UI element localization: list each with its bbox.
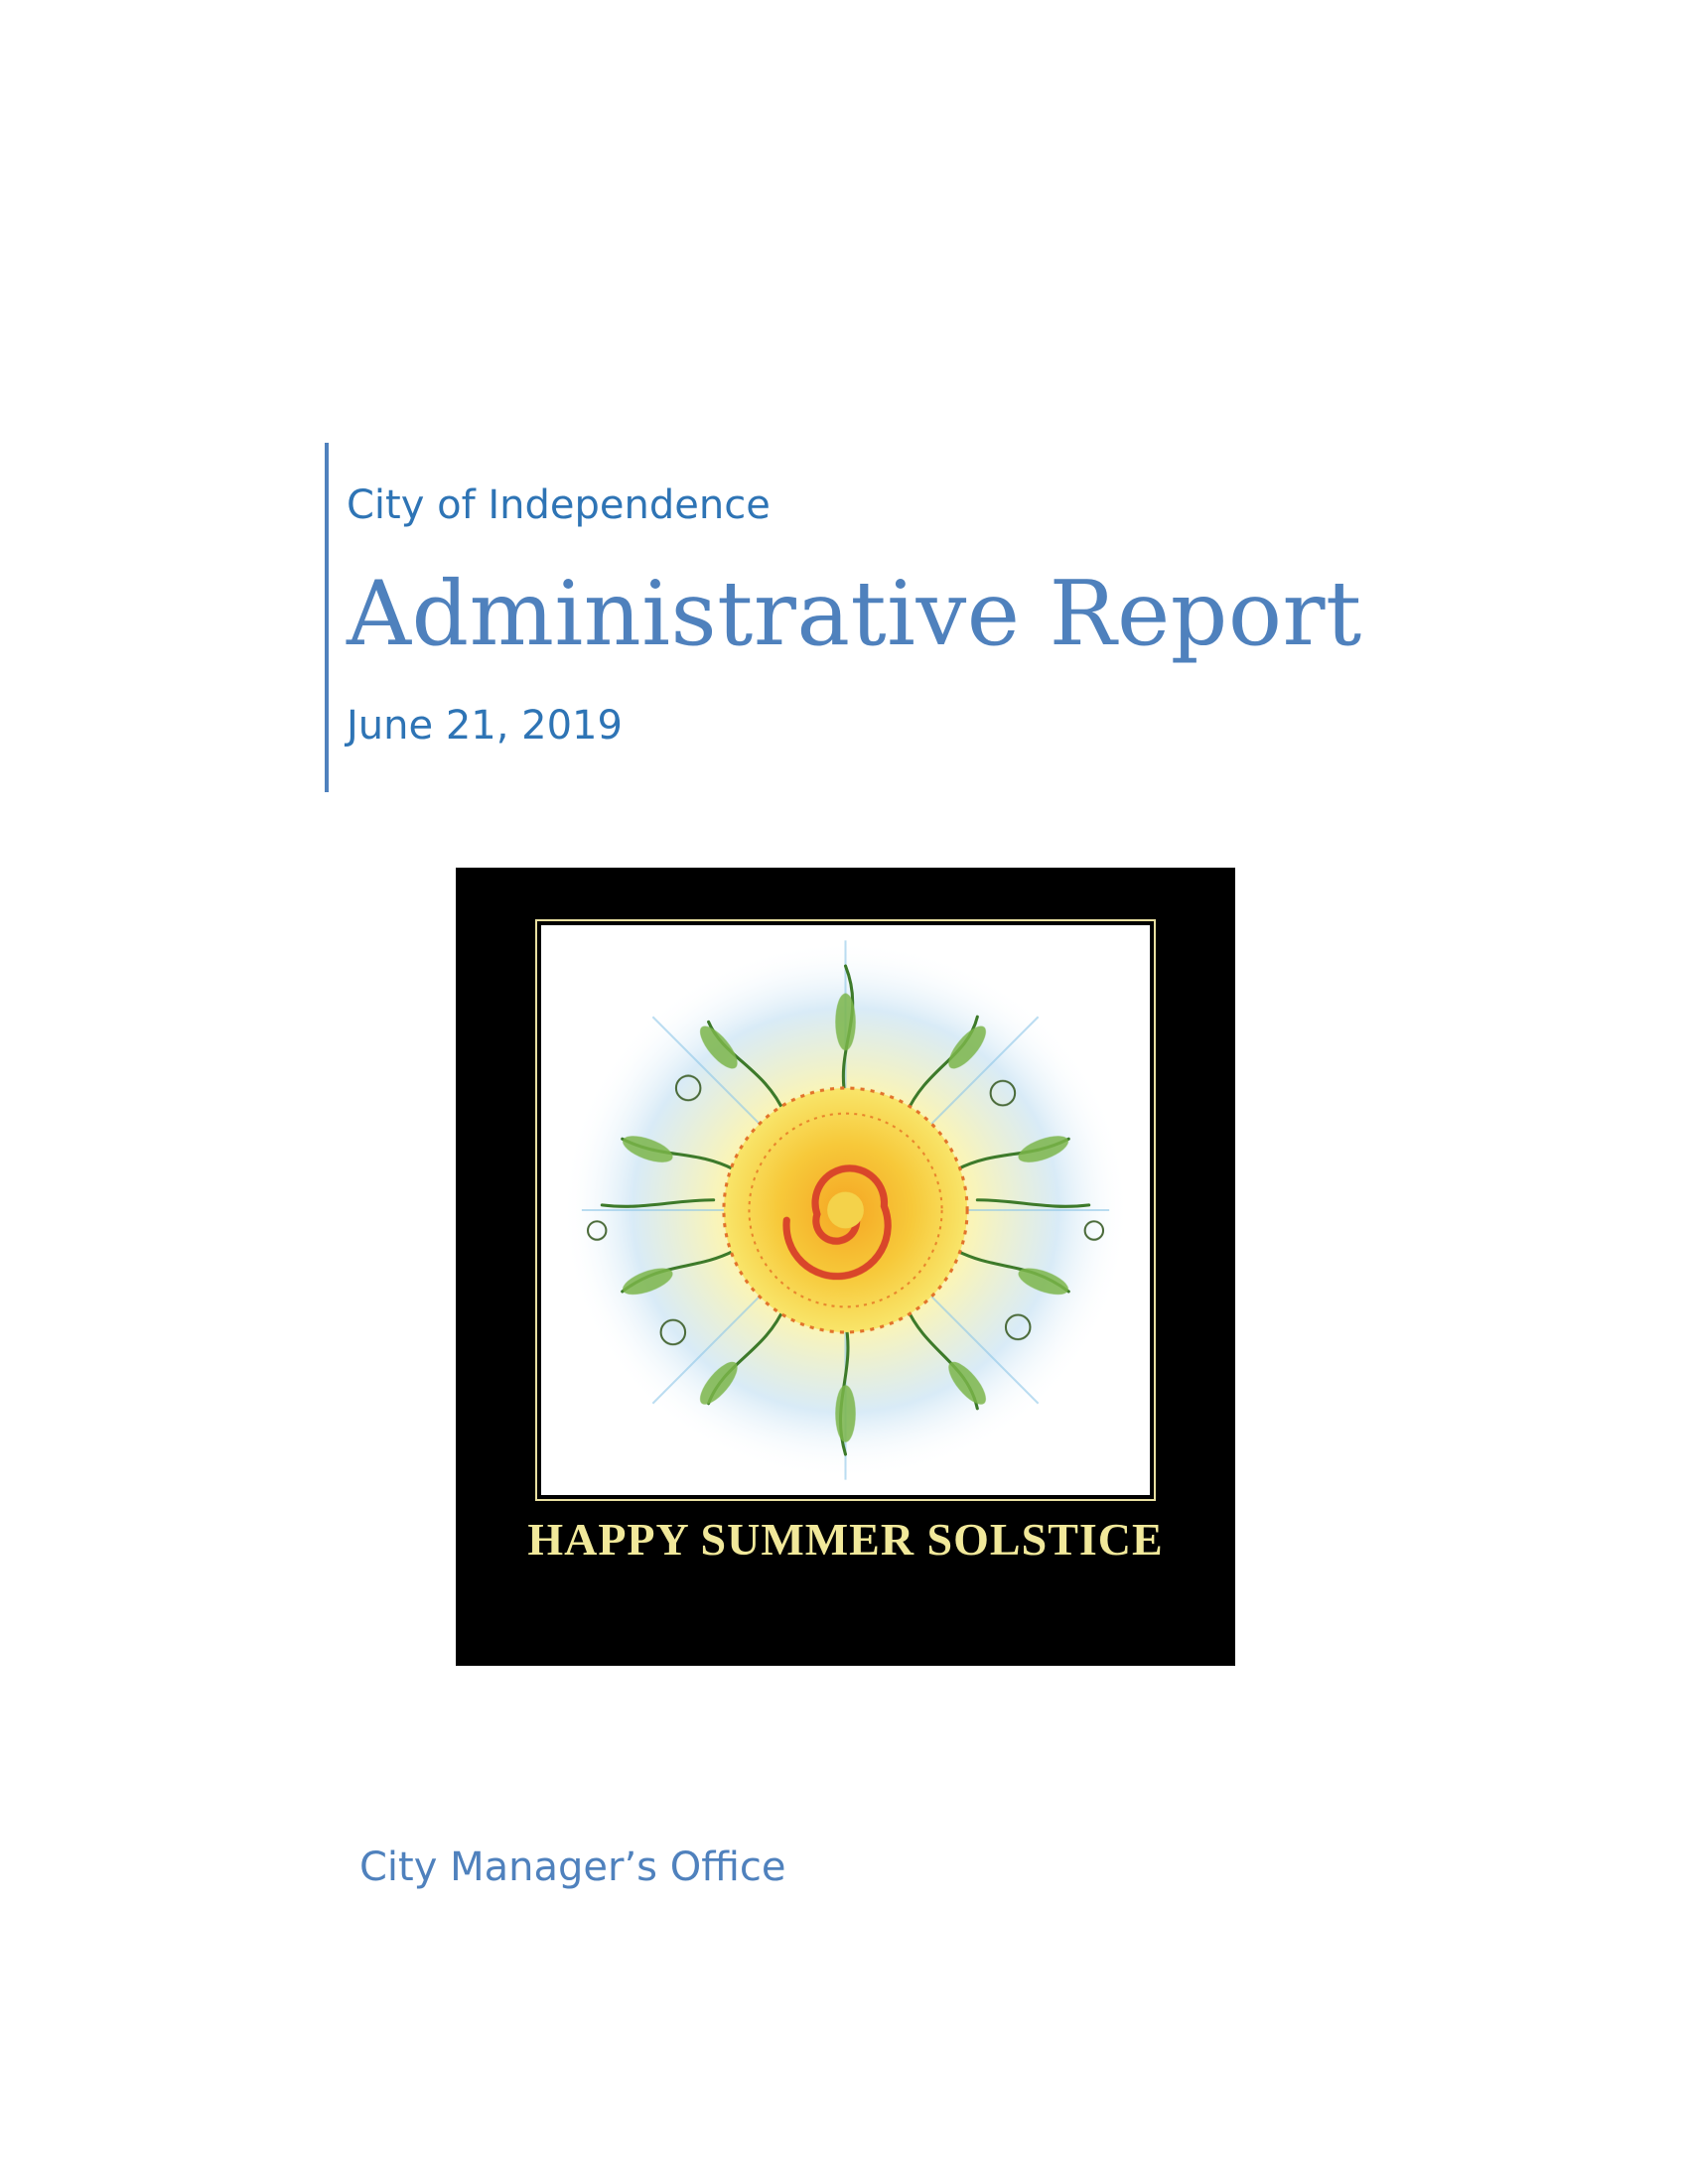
sun-illustration [541, 925, 1150, 1495]
solstice-caption: HAPPY SUMMER SOLSTICE [527, 1514, 1164, 1565]
sun-icon [541, 925, 1150, 1495]
report-title: Administrative Report [347, 562, 1362, 666]
solstice-image [456, 868, 1235, 1666]
artwork-frame [535, 919, 1156, 1501]
title-block [325, 443, 1421, 792]
issuing-office: City Manager’s Office [359, 1844, 786, 1890]
report-date: June 21, 2019 [347, 703, 623, 749]
organization-name: City of Independence [347, 482, 771, 528]
